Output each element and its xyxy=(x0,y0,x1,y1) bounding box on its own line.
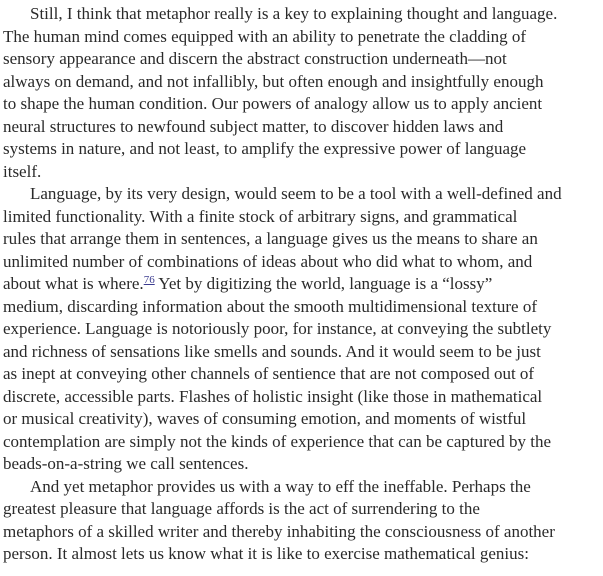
text-line: itself. xyxy=(3,161,42,181)
text-line: greatest pleasure that language affords is the act of surrendering to the xyxy=(3,499,480,518)
text-line: as inept at conveying other channels of sentience that are not composed out of xyxy=(3,364,535,383)
text-line: person. It almost lets us know what it is like to exercise mathematical genius: xyxy=(3,544,529,563)
text-line: experience. Language is notoriously poor, for instance, at conveying the subtlety xyxy=(3,319,552,338)
text-line: Language, by its very design, would seem to be a tool with a well-defined and xyxy=(30,184,562,203)
footnote-link-76[interactable]: 76 xyxy=(143,274,155,286)
text-line: medium, discarding information about the smooth multidimensional texture of xyxy=(3,296,537,316)
text-line: The human mind comes equipped with an ability to penetrate the cladding of xyxy=(3,26,527,46)
text-line: limited functionality. With a finite stock of arbitrary signs, and grammatical xyxy=(3,206,518,226)
text-lines xyxy=(3,3,599,566)
text-segment: about what is where. xyxy=(3,274,144,293)
text-line: or musical creativity), waves of consuming emotion, and moments of wistful xyxy=(3,409,527,428)
text-line: contemplation are simply not the kinds of experience that can be captured by the xyxy=(3,431,552,451)
text-line: rules that arrange them in sentences, a language gives us the means to share an xyxy=(3,229,538,248)
text-line: neural structures to newfound subject matter, to discover hidden laws and xyxy=(3,116,504,136)
text-line xyxy=(3,273,599,296)
text-line: to shape the human condition. Our powers of analogy allow us to apply ancient xyxy=(3,94,543,113)
text-line: systems in nature, and not least, to amplify the expressive power of language xyxy=(3,139,527,158)
text-line: unlimited number of combinations of ideas about who did what to whom, and xyxy=(3,251,533,271)
text-line: beads-on-a-string we call sentences. xyxy=(3,454,249,473)
text-line: and richness of sensations like smells and sounds. And it would seem to be just xyxy=(3,341,541,361)
text-line: And yet metaphor provides us with a way to eff the ineffable. Perhaps the xyxy=(30,476,531,496)
text-line: discrete, accessible parts. Flashes of holistic insight (like those in mathematical xyxy=(3,386,543,406)
text-segment: Yet by digitizing the world, language is a “lossy” xyxy=(154,274,493,293)
text-line: always on demand, and not infallibly, but often enough and insightfully enough xyxy=(3,71,544,91)
text-line: Still, I think that metaphor really is a key to explaining thought and language. xyxy=(30,4,558,23)
text-line: metaphors of a skilled writer and thereby inhabiting the consciousness of another xyxy=(3,521,555,541)
text-line: sensory appearance and discern the abstract construction underneath—not xyxy=(3,49,507,68)
